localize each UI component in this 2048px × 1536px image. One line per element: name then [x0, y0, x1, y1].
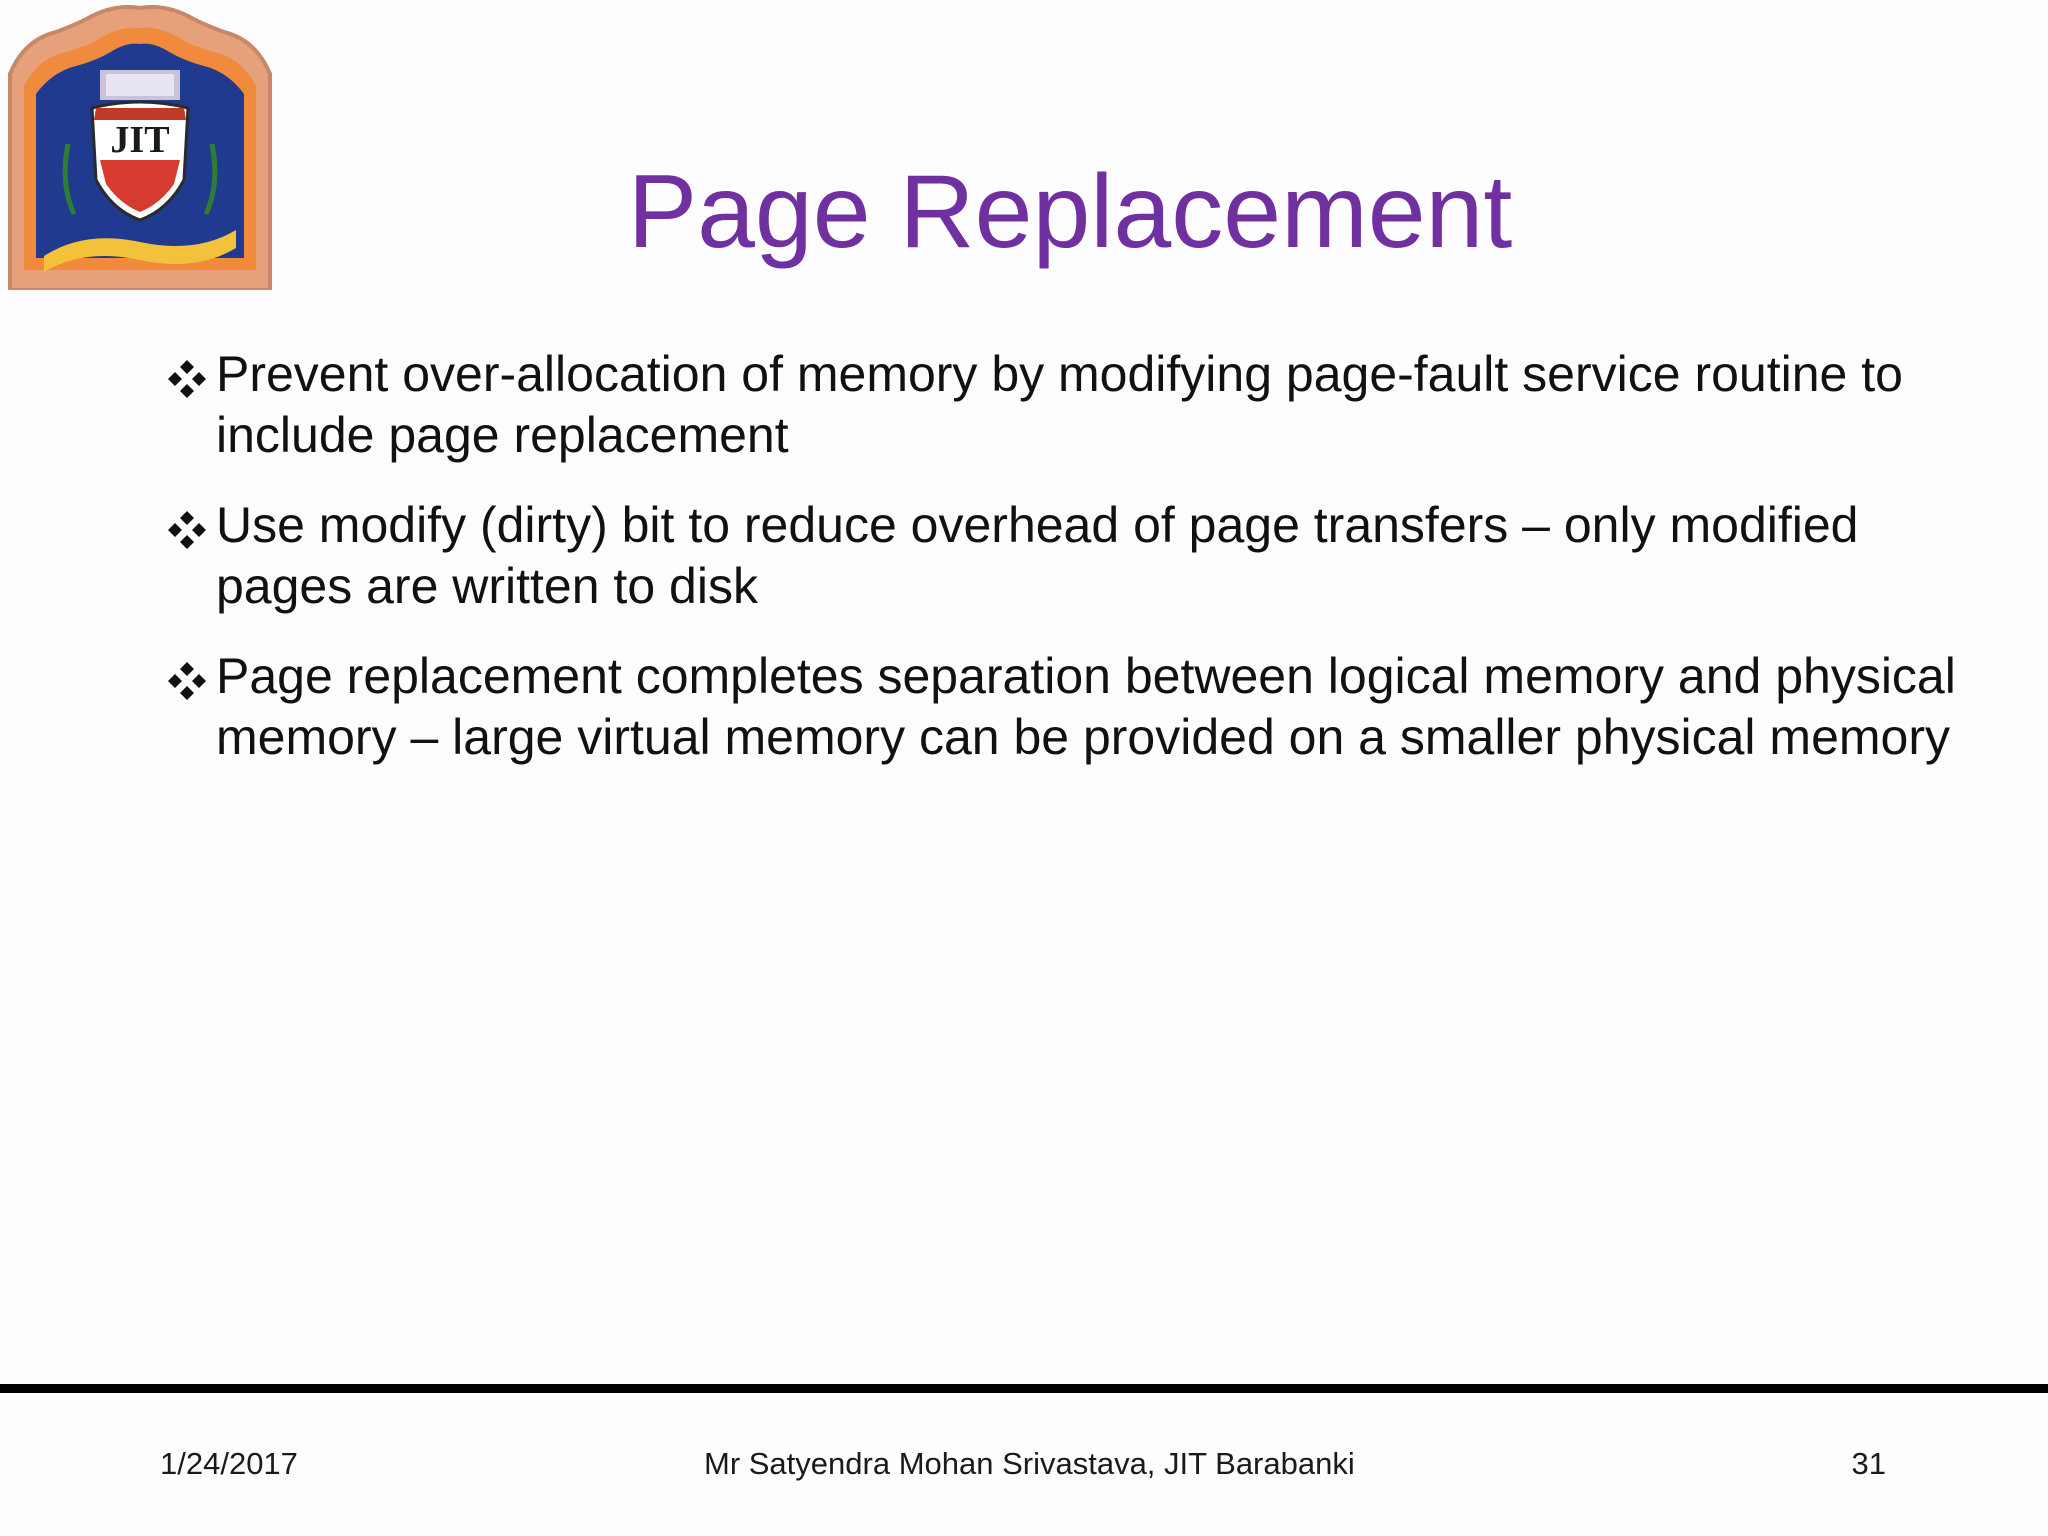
footer-date: 1/24/2017: [160, 1446, 298, 1481]
footer-divider: [0, 1384, 2048, 1393]
four-diamond-bullet-icon: [166, 660, 208, 702]
slide-title: Page Replacement: [627, 154, 1513, 270]
slide-number: 31: [1851, 1446, 1886, 1481]
jit-logo: [4, 4, 276, 290]
footer-author: Mr Satyendra Mohan Srivastava, JIT Barabanki: [704, 1446, 1355, 1481]
bullet-text: Prevent over-allocation of memory by modifying page-fault service routine to include page replacement: [216, 346, 1903, 463]
bullet-list: [166, 344, 1996, 797]
bullet-text: Page replacement completes separation between logical memory and physical memory – large virtual memory can be provided on a smaller physical memory: [216, 648, 1956, 765]
four-diamond-bullet-icon: [166, 509, 208, 551]
bullet-item: [166, 344, 1996, 466]
bullet-text: Use modify (dirty) bit to reduce overhead of page transfers – only modified pages are written to disk: [216, 497, 1859, 614]
bullet-item: [166, 646, 1996, 768]
four-diamond-bullet-icon: [166, 358, 208, 400]
bullet-item: [166, 495, 1996, 617]
logo-lettering: JIT: [110, 119, 170, 161]
